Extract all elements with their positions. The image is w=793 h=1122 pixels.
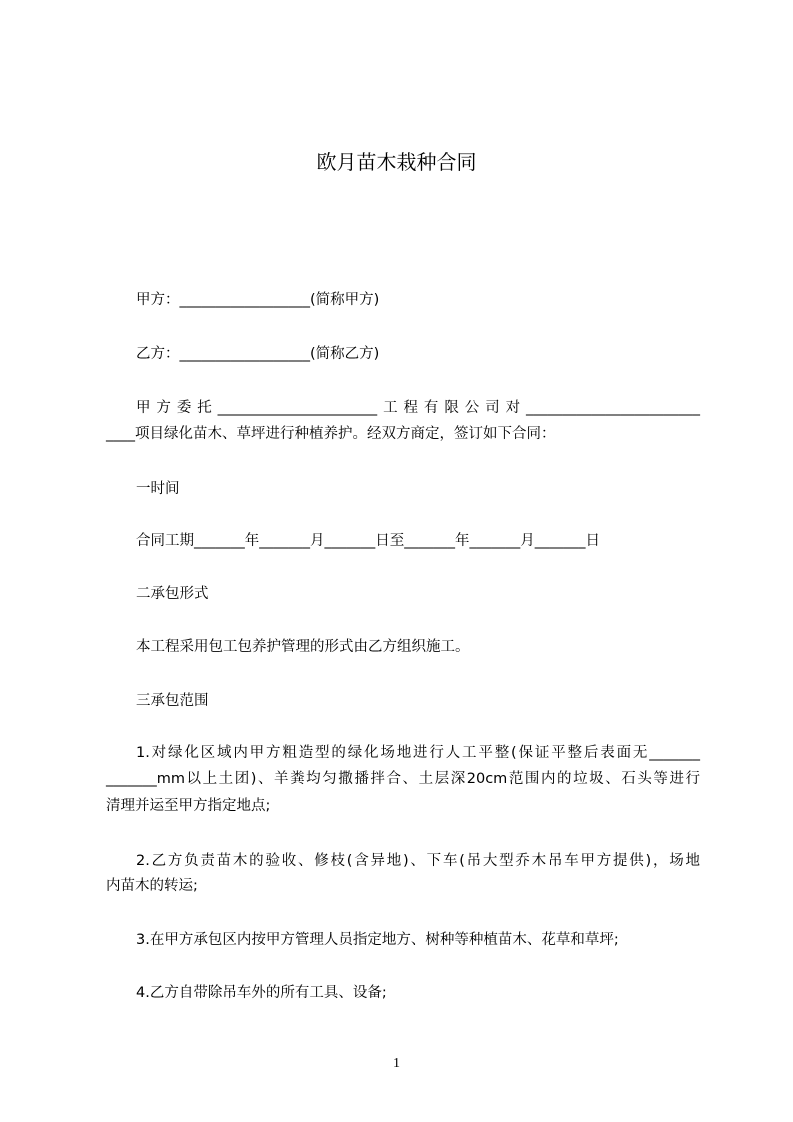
scope-item-3: 3.在甲方承包区内按甲方管理人员指定地方、树种等种植苗木、花草和草坪; [136,932,619,948]
paragraph-line: 本工程采用包工包养护管理的形式由乙方组织施工。 [136,639,470,655]
scope-item-2-cont: 内苗木的转运; [106,878,198,894]
scope-item-2: 2.乙方负责苗木的验收、修枝(含异地)、下车(吊大型乔木吊车甲方提供)，场地 [136,853,700,869]
party-a-line: 甲方：__________________(简称甲方) [136,292,380,308]
scope-item-1-cont: _______mm以上土团)、羊粪均匀撒播拌合、土层深20cm范围内的垃圾、石头等进行 [106,771,700,787]
party-b-line: 乙方：__________________(简称乙方) [136,346,380,362]
page-number: 1 [393,1056,400,1071]
section-heading-form: 二承包形式 [136,586,209,602]
scope-item-4: 4.乙方自带除吊车外的所有工具、设备; [136,985,387,1001]
paragraph-line: ____项目绿化苗木、草坪进行种植养护。经双方商定，签订如下合同： [106,426,556,442]
section-heading-time: 一时间 [136,481,180,497]
scope-item-1: 1.对绿化区域内甲方粗造型的绿化场地进行人工平整(保证平整后表面无_______ [136,745,700,761]
paragraph-line: 甲方委托______________________工程有限公司对________________________ [136,400,700,416]
scope-item-1-cont: 清理并运至甲方指定地点; [106,798,271,814]
section-heading-scope: 三承包范围 [136,693,209,709]
contract-period-line: 合同工期_______年_______月_______日至_______年_______月_______日 [136,533,600,549]
document-title: 欧月苗木栽种合同 [316,150,477,174]
